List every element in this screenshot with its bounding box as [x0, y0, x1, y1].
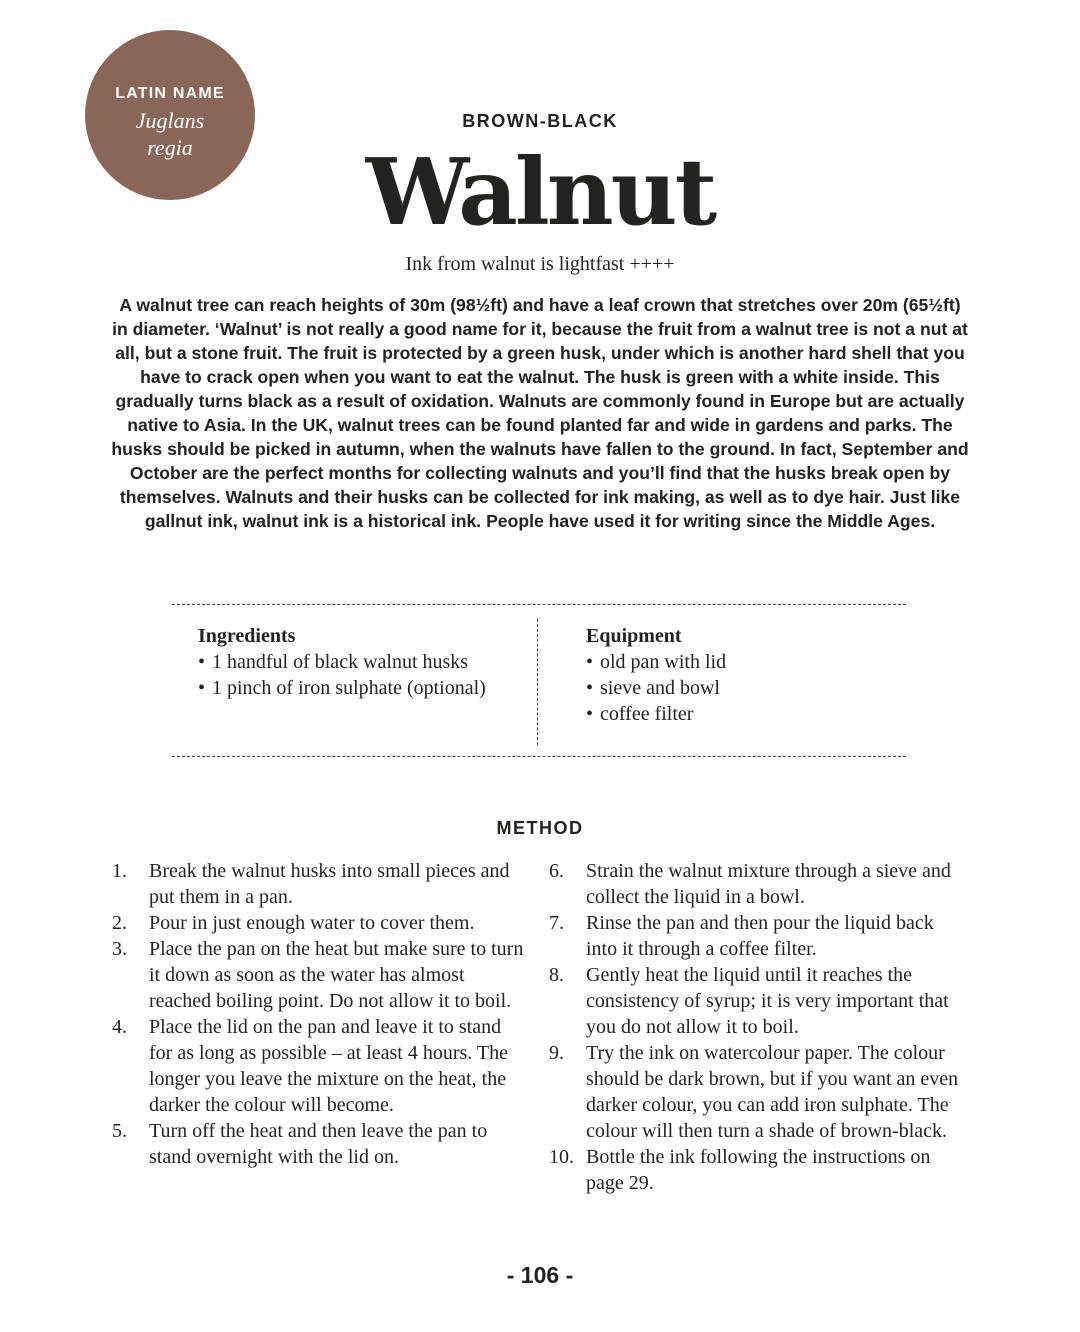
ingredient-item: • 1 handful of black walnut husks — [198, 649, 528, 675]
page-number: - 106 - — [506, 1262, 574, 1288]
step-number: 5. — [112, 1120, 127, 1142]
method-step — [549, 858, 964, 910]
method-step — [112, 910, 527, 936]
step-number: 9. — [549, 1042, 564, 1064]
equipment-item: • coffee filter — [586, 701, 886, 727]
page-title: Walnut — [365, 138, 715, 246]
colour-subtitle: BROWN-BLACK — [462, 111, 618, 131]
latin-name-line-1: Juglans — [135, 108, 205, 133]
method-steps-left — [112, 858, 527, 1170]
method-step — [549, 962, 964, 1040]
step-text: Bottle the ink following the instructions on page 29. — [586, 1146, 931, 1194]
ingredient-item: • 1 pinch of iron sulphate (optional) — [198, 675, 528, 701]
ingredients-list — [198, 649, 528, 701]
equipment-heading: Equipment — [586, 625, 682, 647]
method-step — [112, 1118, 527, 1170]
method-step — [549, 910, 964, 962]
ingredients-equipment-box — [172, 604, 906, 757]
step-text: Place the lid on the pan and leave it to stand for as long as possible – at least 4 hours. The longer you leave the mixture on the heat, the darker the colour will become. — [149, 1016, 509, 1116]
step-text: Pour in just enough water to cover them. — [149, 912, 475, 934]
step-number: 2. — [112, 912, 127, 934]
step-number: 7. — [549, 912, 564, 934]
ingredients-heading: Ingredients — [198, 625, 296, 647]
step-text: Rinse the pan and then pour the liquid back into it through a coffee filter. — [586, 912, 934, 960]
step-text: Try the ink on watercolour paper. The colour should be dark brown, but if you want an even darker colour, you can add iron sulphate. The colour will then turn a shade of brown-black. — [586, 1042, 959, 1142]
method-step — [112, 858, 527, 910]
badge-label: LATIN NAME — [115, 85, 225, 102]
box-divider — [537, 619, 538, 745]
step-text: Gently heat the liquid until it reaches the consistency of syrup; it is very important that you do not allow it to boil. — [586, 964, 949, 1038]
equipment-section — [586, 623, 886, 727]
method-step — [112, 936, 527, 1014]
equipment-item: • old pan with lid — [586, 649, 886, 675]
method-step — [112, 1014, 527, 1118]
method-step — [549, 1040, 964, 1144]
step-text: Strain the walnut mixture through a sieve and collect the liquid in a bowl. — [586, 860, 951, 908]
method-heading: METHOD — [496, 818, 584, 838]
latin-name-line-2: regia — [147, 135, 193, 160]
step-number: 6. — [549, 860, 564, 882]
step-number: 1. — [112, 860, 127, 882]
lightfast-rating: Ink from walnut is lightfast ++++ — [405, 253, 675, 275]
step-number: 3. — [112, 938, 127, 960]
equipment-list — [586, 649, 886, 727]
intro-paragraph: A walnut tree can reach heights of 30m (98½ft) and have a leaf crown that stretches over 20m (65½ft) in diameter. ‘Walnut’ is not really a good name for it, because the fruit from a walnut tree is not a nut at all, but a stone fruit. The fruit is protected by a green husk, under which is another hard shell that you have to crack open when you want to eat the walnut. The husk is green with a white inside. This gradually turns black as a result of oxidation. Walnuts are commonly found in Europe but are actually native to Asia. In the UK, walnut trees can be found planted far and wide in gardens and parks. The husks should be picked in autumn, when the walnuts have fallen to the ground. In fact, September and October are the perfect months for collecting walnuts and you’ll find that the husks break open by themselves. Walnuts and their husks can be collected for ink making, as well as to dye hair. Just like gallnut ink, walnut ink is a historical ink. People have used it for writing since the Middle Ages. — [111, 295, 969, 531]
method-step — [549, 1144, 964, 1196]
step-number: 4. — [112, 1016, 127, 1038]
step-text: Break the walnut husks into small pieces and put them in a pan. — [149, 860, 510, 908]
equipment-item: • sieve and bowl — [586, 675, 886, 701]
method-steps-right — [549, 858, 964, 1196]
step-number: 10. — [549, 1146, 574, 1168]
step-number: 8. — [549, 964, 564, 986]
ingredients-section — [198, 623, 528, 701]
step-text: Place the pan on the heat but make sure to turn it down as soon as the water has almost reached boiling point. Do not allow it to boil. — [149, 938, 524, 1012]
step-text: Turn off the heat and then leave the pan to stand overnight with the lid on. — [149, 1120, 488, 1168]
